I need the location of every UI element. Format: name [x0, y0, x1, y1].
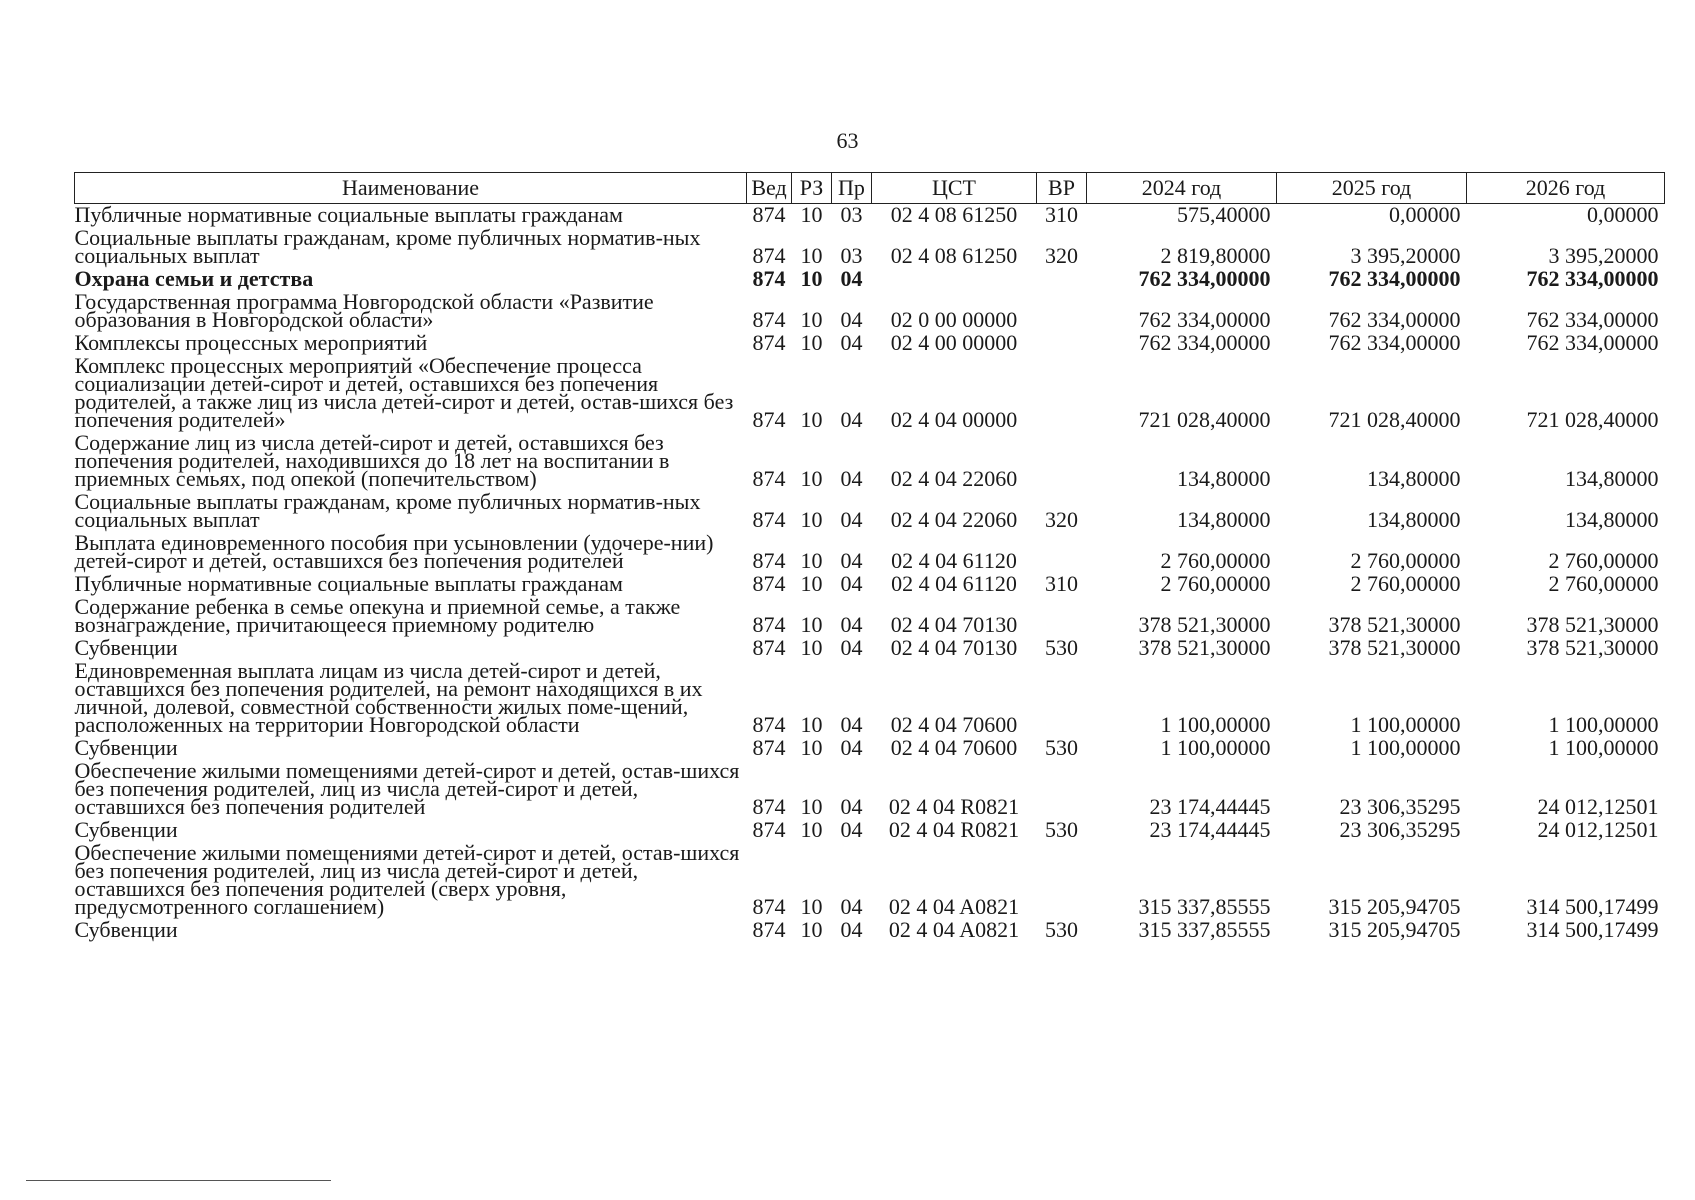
row-value-2024: 762 334,00000	[1138, 307, 1271, 332]
row-name: Социальные выплаты гражданам, кроме публичных норматив-ных социальных выплат	[74, 489, 701, 532]
row-pr: 04	[840, 507, 863, 532]
row-cst: 02 4 04 61120	[891, 571, 1017, 596]
row-value-2024: 315 337,85555	[1138, 894, 1271, 919]
row-rz: 10	[800, 266, 823, 291]
row-rz: 10	[800, 330, 823, 355]
row-value-2026: 762 334,00000	[1526, 330, 1659, 355]
row-cst: 02 4 04 22060	[890, 466, 1018, 491]
row-ved: 874	[752, 243, 786, 268]
row-cst: 02 4 04 R0821	[888, 794, 1020, 819]
row-value-2025: 134,80000	[1367, 466, 1461, 491]
header-pr: Пр	[832, 173, 872, 204]
row-rz: 10	[800, 612, 823, 637]
row-cst: 02 4 08 61250	[890, 243, 1018, 268]
table-row	[75, 737, 1665, 760]
row-rz: 10	[800, 548, 823, 573]
row-rz: 10	[800, 466, 823, 491]
row-ved: 874	[752, 266, 786, 291]
row-cst: 02 4 04 A0821	[888, 894, 1020, 919]
row-value-2026: 24 012,12501	[1537, 794, 1659, 819]
row-value-2026: 762 334,00000	[1526, 307, 1659, 332]
row-cst: 02 4 04 A0821	[888, 917, 1020, 942]
table-row	[75, 291, 1665, 332]
row-cst: 02 4 00 00000	[890, 330, 1018, 355]
budget-table	[74, 172, 1665, 942]
row-ved: 874	[752, 735, 786, 760]
row-value-2025: 0,00000	[1389, 202, 1461, 227]
table-row	[75, 819, 1665, 842]
row-vr: 310	[1045, 202, 1078, 227]
row-ved: 874	[752, 635, 786, 660]
table-row	[75, 842, 1665, 919]
row-vr	[1037, 291, 1087, 332]
row-value-2025: 378 521,30000	[1328, 635, 1461, 660]
row-ved: 874	[752, 612, 786, 637]
row-value-2024: 2 760,00000	[1160, 571, 1271, 596]
table-row	[75, 660, 1665, 737]
row-value-2024: 762 334,00000	[1138, 266, 1271, 291]
row-pr: 04	[840, 612, 863, 637]
row-value-2025: 134,80000	[1367, 507, 1461, 532]
row-cst: 02 4 04 70600	[890, 735, 1018, 760]
table-row	[75, 227, 1665, 268]
row-ved: 874	[752, 466, 786, 491]
footer-divider	[26, 1180, 331, 1181]
row-pr: 04	[840, 266, 863, 291]
row-vr: 320	[1045, 243, 1078, 268]
row-value-2026: 314 500,17499	[1526, 917, 1659, 942]
row-ved: 874	[752, 794, 786, 819]
row-rz: 10	[800, 202, 823, 227]
row-pr: 03	[840, 243, 863, 268]
row-value-2025: 762 334,00000	[1328, 266, 1461, 291]
row-value-2025: 721 028,40000	[1328, 407, 1461, 432]
row-name: Содержание ребенка в семье опекуна и приемной семье, а также вознаграждение, причитающееся приемному родителю	[74, 594, 681, 637]
row-value-2024: 575,40000	[1177, 202, 1271, 227]
row-rz: 10	[800, 712, 823, 737]
row-vr: 320	[1045, 507, 1078, 532]
row-cst: 02 4 04 70130	[890, 635, 1018, 660]
row-value-2025: 23 306,35295	[1339, 817, 1461, 842]
row-ved: 874	[752, 917, 786, 942]
row-value-2025: 2 760,00000	[1350, 571, 1461, 596]
row-vr	[1037, 842, 1087, 919]
row-vr	[1037, 532, 1087, 573]
row-vr	[1037, 660, 1087, 737]
row-cst: 02 4 08 61250	[890, 202, 1018, 227]
table-row	[75, 432, 1665, 491]
row-ved: 874	[752, 548, 786, 573]
row-value-2024: 2 819,80000	[1160, 243, 1271, 268]
table-header	[75, 173, 1665, 204]
row-value-2026: 134,80000	[1565, 507, 1659, 532]
row-rz: 10	[800, 894, 823, 919]
row-pr: 04	[840, 548, 863, 573]
row-vr	[1037, 432, 1087, 491]
row-name: Содержание лиц из числа детей-сирот и детей, оставшихся без попечения родителей, находившихся до 18 лет на воспитании в приемных семьях, под опекой (попечительством)	[74, 430, 670, 491]
row-value-2024: 2 760,00000	[1160, 548, 1271, 573]
row-pr: 04	[840, 817, 863, 842]
row-rz: 10	[800, 817, 823, 842]
row-cst: 02 4 04 70130	[890, 612, 1018, 637]
row-rz: 10	[800, 735, 823, 760]
row-cst: 02 4 04 61120	[891, 548, 1017, 573]
row-value-2026: 762 334,00000	[1526, 266, 1659, 291]
row-pr: 04	[840, 712, 863, 737]
header-vr: ВР	[1037, 173, 1087, 204]
row-value-2026: 134,80000	[1565, 466, 1659, 491]
row-ved: 874	[752, 894, 786, 919]
row-value-2026: 378 521,30000	[1526, 635, 1659, 660]
row-ved: 874	[752, 330, 786, 355]
row-vr: 530	[1045, 735, 1078, 760]
row-name: Социальные выплаты гражданам, кроме публичных норматив-ных социальных выплат	[74, 225, 701, 268]
table-row	[75, 204, 1665, 228]
table-row	[75, 760, 1665, 819]
row-vr: 310	[1045, 571, 1078, 596]
row-ved: 874	[752, 817, 786, 842]
row-value-2026: 0,00000	[1587, 202, 1659, 227]
row-value-2026: 2 760,00000	[1548, 571, 1659, 596]
row-value-2026: 24 012,12501	[1537, 817, 1659, 842]
row-name: Субвенции	[74, 735, 178, 760]
row-rz: 10	[800, 407, 823, 432]
row-pr: 04	[840, 735, 863, 760]
row-rz: 10	[800, 635, 823, 660]
row-value-2025: 315 205,94705	[1328, 917, 1461, 942]
row-value-2026: 1 100,00000	[1548, 712, 1659, 737]
row-cst: 02 4 04 R0821	[888, 817, 1020, 842]
row-name: Комплексы процессных мероприятий	[74, 330, 428, 355]
table-row	[75, 919, 1665, 942]
row-vr	[1037, 760, 1087, 819]
row-value-2024: 762 334,00000	[1138, 330, 1271, 355]
row-value-2026: 314 500,17499	[1526, 894, 1659, 919]
row-name: Публичные нормативные социальные выплаты гражданам	[74, 571, 623, 596]
row-ved: 874	[752, 712, 786, 737]
page-number: 63	[836, 128, 859, 153]
row-value-2024: 378 521,30000	[1138, 635, 1271, 660]
row-cst: 02 4 04 70600	[890, 712, 1018, 737]
row-value-2024: 23 174,44445	[1149, 817, 1271, 842]
row-vr	[1037, 332, 1087, 355]
table-row	[75, 355, 1665, 432]
row-cst	[872, 268, 1037, 291]
row-value-2024: 23 174,44445	[1149, 794, 1271, 819]
row-vr	[1037, 596, 1087, 637]
row-value-2025: 762 334,00000	[1328, 307, 1461, 332]
header-2024: 2024 год	[1087, 173, 1277, 204]
row-ved: 874	[752, 571, 786, 596]
row-value-2025: 378 521,30000	[1328, 612, 1461, 637]
row-value-2024: 1 100,00000	[1160, 735, 1271, 760]
row-value-2025: 3 395,20000	[1350, 243, 1461, 268]
row-name: Единовременная выплата лицам из числа детей-сирот и детей, оставшихся без попечения родителей, на ремонт находящихся в их личной, долевой, совместной собственности жилых поме-щений, расположенных на территории Новгородской области	[74, 658, 703, 737]
header-ved: Вед	[747, 173, 792, 204]
table-row	[75, 268, 1665, 291]
row-rz: 10	[800, 794, 823, 819]
row-value-2026: 1 100,00000	[1548, 735, 1659, 760]
row-pr: 04	[840, 307, 863, 332]
row-pr: 04	[840, 330, 863, 355]
row-name: Охрана семьи и детства	[74, 266, 314, 291]
row-cst: 02 4 04 00000	[890, 407, 1018, 432]
header-2026: 2026 год	[1467, 173, 1665, 204]
row-ved: 874	[752, 202, 786, 227]
row-name: Субвенции	[74, 635, 178, 660]
row-value-2024: 1 100,00000	[1160, 712, 1271, 737]
row-vr: 530	[1045, 635, 1078, 660]
row-name: Государственная программа Новгородской области «Развитие образования в Новгородской области»	[74, 289, 654, 332]
row-name: Обеспечение жилыми помещениями детей-сирот и детей, остав-шихся без попечения родителей, лиц из числа детей-сирот и детей, оставшихся без попечения родителей	[74, 758, 740, 819]
table-row	[75, 532, 1665, 573]
row-pr: 04	[840, 917, 863, 942]
row-pr: 04	[840, 635, 863, 660]
row-pr: 04	[840, 894, 863, 919]
row-value-2026: 378 521,30000	[1526, 612, 1659, 637]
row-rz: 10	[800, 243, 823, 268]
header-cst: ЦСТ	[872, 173, 1037, 204]
row-ved: 874	[752, 307, 786, 332]
row-value-2026: 2 760,00000	[1548, 548, 1659, 573]
table-body	[75, 204, 1665, 943]
row-name: Обеспечение жилыми помещениями детей-сирот и детей, остав-шихся без попечения родителей, лиц из числа детей-сирот и детей, оставшихся без попечения родителей (сверх уровня, предусмотренного соглашением)	[74, 840, 740, 919]
table-row	[75, 491, 1665, 532]
row-rz: 10	[800, 307, 823, 332]
row-value-2025: 1 100,00000	[1350, 735, 1461, 760]
row-value-2026: 721 028,40000	[1526, 407, 1659, 432]
table-row	[75, 637, 1665, 660]
row-value-2025: 315 205,94705	[1328, 894, 1461, 919]
row-cst: 02 0 00 00000	[890, 307, 1018, 332]
row-vr: 530	[1045, 917, 1078, 942]
row-value-2025: 762 334,00000	[1328, 330, 1461, 355]
header-2025: 2025 год	[1277, 173, 1467, 204]
row-name: Комплекс процессных мероприятий «Обеспечение процесса социализации детей-сирот и детей, оставшихся без попечения родителей, а также лиц из числа детей-сирот и детей, остав-шихся без попечения родителей»	[74, 353, 734, 432]
row-rz: 10	[800, 571, 823, 596]
row-pr: 03	[840, 202, 863, 227]
row-value-2025: 23 306,35295	[1339, 794, 1461, 819]
row-value-2024: 315 337,85555	[1138, 917, 1271, 942]
row-name: Субвенции	[74, 817, 178, 842]
row-pr: 04	[840, 407, 863, 432]
row-name: Выплата единовременного пособия при усыновлении (удочере-нии) детей-сирот и детей, оставшихся без попечения родителей	[74, 530, 714, 573]
row-vr	[1037, 355, 1087, 432]
table-row	[75, 332, 1665, 355]
row-vr: 530	[1045, 817, 1078, 842]
header-name: Наименование	[75, 173, 747, 204]
row-ved: 874	[752, 507, 786, 532]
row-value-2024: 721 028,40000	[1138, 407, 1271, 432]
row-rz: 10	[800, 917, 823, 942]
table-row	[75, 573, 1665, 596]
row-pr: 04	[840, 571, 863, 596]
row-name: Субвенции	[74, 917, 178, 942]
row-value-2026: 3 395,20000	[1548, 243, 1659, 268]
row-pr: 04	[840, 466, 863, 491]
row-name: Публичные нормативные социальные выплаты гражданам	[74, 202, 623, 227]
header-rz: РЗ	[792, 173, 832, 204]
table-row	[75, 596, 1665, 637]
row-rz: 10	[800, 507, 823, 532]
row-value-2025: 2 760,00000	[1350, 548, 1461, 573]
row-ved: 874	[752, 407, 786, 432]
row-vr	[1037, 268, 1087, 291]
row-value-2024: 134,80000	[1177, 507, 1271, 532]
row-cst: 02 4 04 22060	[890, 507, 1018, 532]
row-value-2024: 134,80000	[1177, 466, 1271, 491]
row-pr: 04	[840, 794, 863, 819]
row-value-2024: 378 521,30000	[1138, 612, 1271, 637]
row-value-2025: 1 100,00000	[1350, 712, 1461, 737]
